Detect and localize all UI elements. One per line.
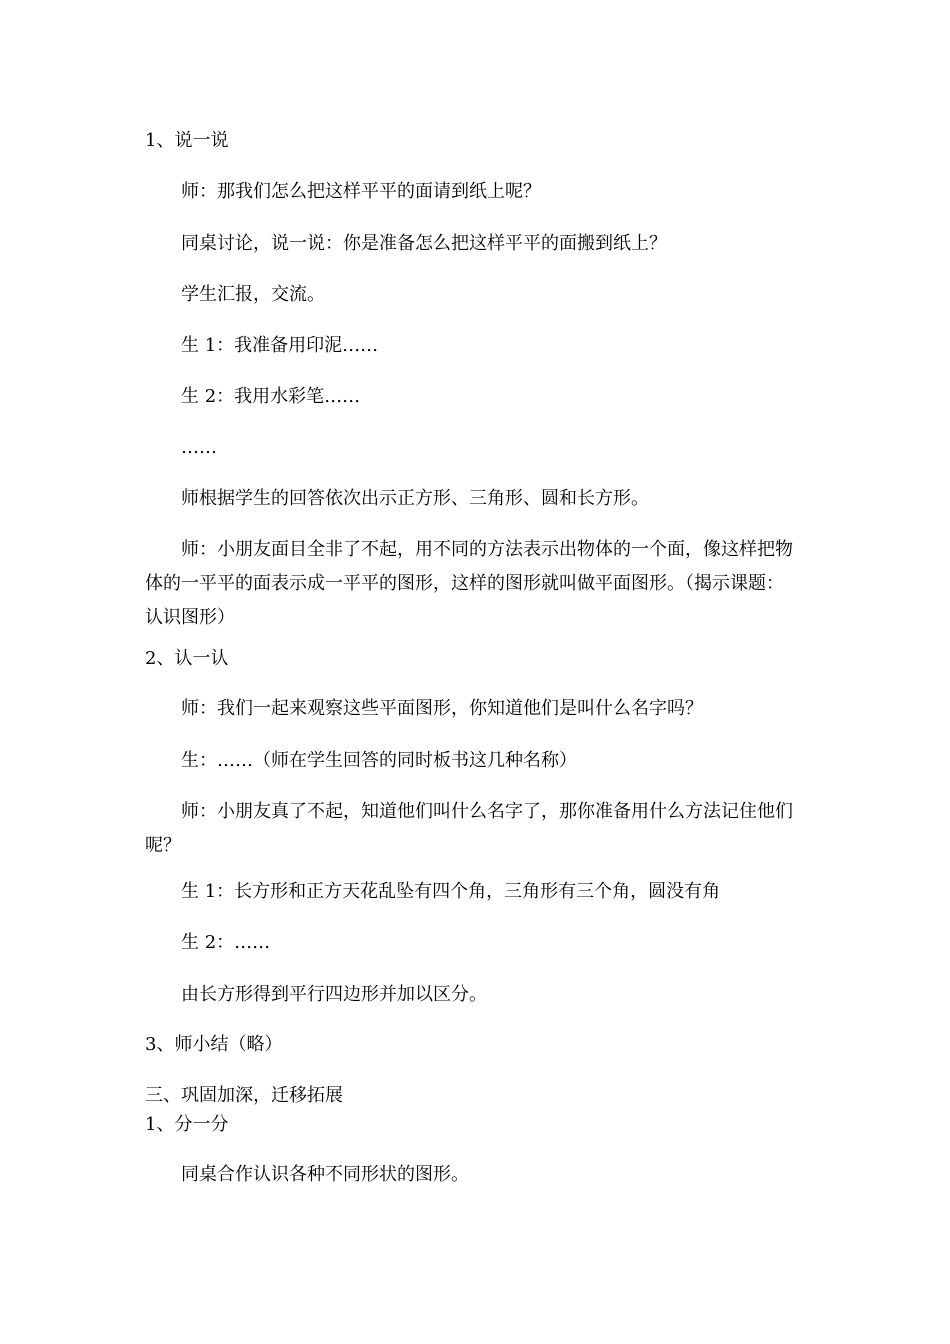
part-heading: 三、巩固加深，迁移拓展: [145, 1085, 343, 1106]
paragraph: 师：我们一起来观察这些平面图形，你知道他们是叫什么名字吗？: [181, 698, 703, 719]
paragraph: 同桌讨论，说一说：你是准备怎么把这样平平的面搬到纸上？: [181, 233, 667, 254]
section-heading-4: 1、分一分: [145, 1114, 229, 1135]
paragraph: 生 1：长方形和正方天花乱坠有四个角，三角形有三个角，圆没有角: [181, 881, 721, 902]
paragraph: ……: [181, 437, 217, 458]
paragraph: 同桌合作认识各种不同形状的图形。: [181, 1164, 469, 1185]
paragraph-multiline: 师：小朋友面目全非了不起，用不同的方法表示出物体的一个面，像这样把物体的一平平的面表示成一平平的图形，这样的图形就叫做平面图形。（揭示课题：认识图形）: [145, 539, 793, 628]
paragraph: 生 1：我准备用印泥……: [181, 335, 379, 356]
section-heading-2: 2、认一认: [145, 648, 229, 669]
paragraph: 生 2：……: [181, 932, 271, 953]
section-heading-1: 1、说一说: [145, 130, 229, 151]
paragraph: 师：那我们怎么把这样平平的面请到纸上呢？: [181, 181, 541, 202]
paragraph: 由长方形得到平行四边形并加以区分。: [181, 984, 487, 1005]
section-heading-3: 3、师小结（略）: [145, 1034, 283, 1055]
paragraph-multiline: 师：小朋友真了不起，知道他们叫什么名字了，那你准备用什么方法记住他们呢？: [145, 801, 793, 856]
paragraph: 师根据学生的回答依次出示正方形、三角形、圆和长方形。: [181, 488, 649, 509]
paragraph: 生：……（师在学生回答的同时板书这几种名称）: [181, 750, 577, 771]
paragraph: 学生汇报，交流。: [181, 284, 325, 305]
paragraph: 生 2：我用水彩笔……: [181, 386, 361, 407]
